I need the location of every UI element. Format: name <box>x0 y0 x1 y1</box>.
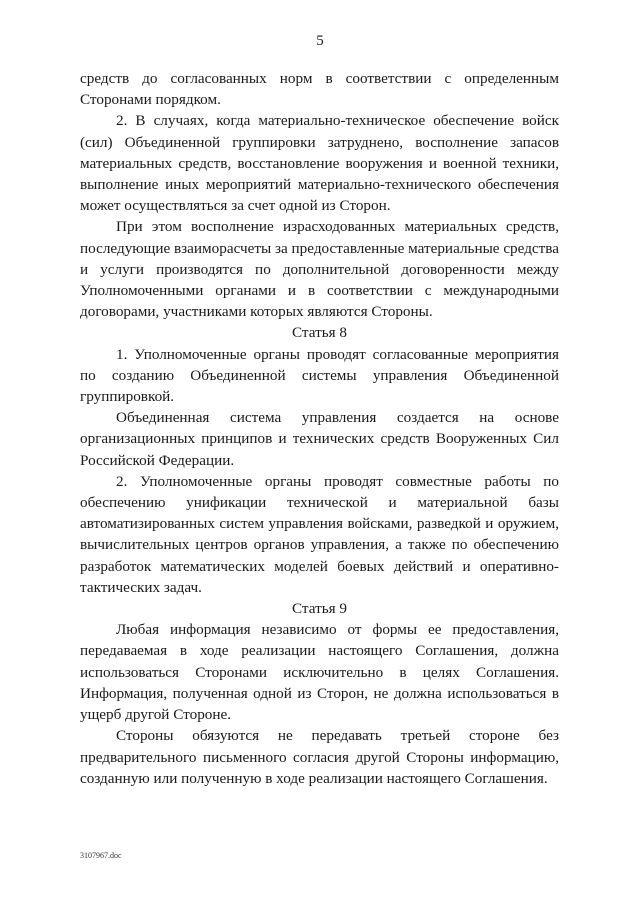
article-9-paragraph-1: Любая информация независимо от формы ее предоставления, передаваемая в ходе реализации настоящего Соглашения, должна использоваться Сторонами исключительно в целях Соглашения. Информация, полученная одной из Сторон, не должна использоваться в ущерб другой Стороне. <box>80 621 559 724</box>
paragraph-settlement: При этом восполнение израсходованных материальных средств, последующие взаиморасчеты за предоставленные материальные средства и услуги производятся по дополнительной договоренности между Уполномоченными органами и в соответствии с международными договорами, участниками которых являются Стороны. <box>80 218 560 321</box>
article-8-paragraph-3: 2. Уполномоченные органы проводят совместные работы по обеспечению унификации технической и материальной базы автоматизированных систем управления войсками, разведкой и оружием, вычислительных центров органов управления, а также по обеспечению разработок математических моделей боевых действий и оперативно-тактических задач. <box>80 472 559 596</box>
footer-filename: 3107967.doc <box>80 851 122 860</box>
document-body <box>80 68 559 789</box>
paragraph-clause-2: 2. В случаях, когда материально-техническое обеспечение войск (сил) Объединенной группировки затруднено, восполнение запасов материальных средств, восстановление вооружения и военной техники, выполнение иных мероприятий материально-технического обеспечения может осуществляться за счет одной из Сторон. <box>80 112 559 215</box>
paragraph-continuation: средств до согласованных норм в соответствии с определенным Сторонами порядком. <box>80 70 559 109</box>
article-9-heading: Статья 9 <box>291 600 348 618</box>
article-8-paragraph-1: 1. Уполномоченные органы проводят согласованные мероприятия по созданию Объединенной системы управления Объединенной группировкой. <box>80 345 559 406</box>
article-8-paragraph-2: Объединенная система управления создается на основе организационных принципов и технических средств Вооруженных Сил Российской Федерации. <box>80 409 559 469</box>
article-9-paragraph-2: Стороны обязуются не передавать третьей стороне без предварительного письменного согласия другой Стороны информацию, созданную или полученную в ходе реализации настоящего Соглашения. <box>80 727 559 787</box>
page-number: 5 <box>316 33 324 49</box>
article-8-heading: Статья 8 <box>291 324 348 342</box>
